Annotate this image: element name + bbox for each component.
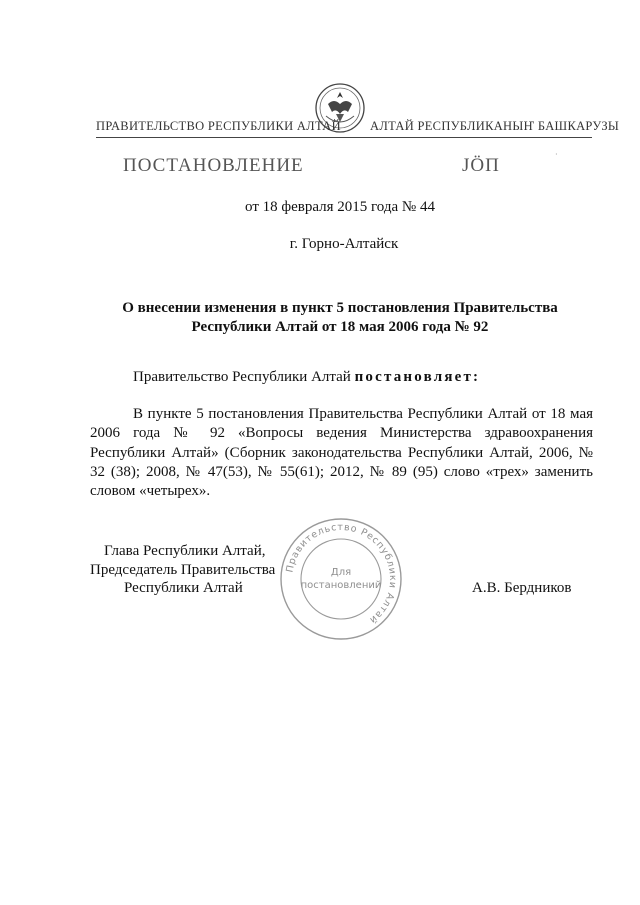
header-government-name-alt: АЛТАЙ РЕСПУБЛИКАНЫҤ БАШКАРУЗЫ	[370, 119, 620, 133]
resolution-intro	[133, 369, 480, 386]
stamp-center-line2: постановлений	[300, 580, 382, 591]
stamp-center-line1: Для	[330, 567, 352, 578]
signer-title-line3: Республики Алтай	[124, 580, 243, 596]
resolution-body: В пункте 5 постановления Правительства Республики Алтай от 18 мая 2006 года № 92 «Вопросы ведения Министерства здравоохранения Республики Алтай» (Сборник законодательства Республики Алтай, 2006, № 32 (38); 2008, № 47(53), № 55(61); 2012, № 89 (95) слово «трех» заменить словом «четырех».	[90, 406, 593, 500]
signer-name: А.В. Бердников	[472, 580, 572, 596]
official-stamp	[277, 515, 405, 643]
intro-verb: постановляет:	[354, 369, 481, 385]
document-date: от 18 февраля 2015 года № 44	[245, 199, 435, 215]
header-divider	[96, 137, 592, 138]
document-type-alt: JӦП	[462, 155, 500, 176]
intro-subject: Правительство Республики Алтай	[133, 369, 351, 385]
stamp-ring-text: Правительство Республики Алтай	[284, 521, 399, 626]
document-title: О внесении изменения в пункт 5 постановления Правительства Республики Алтай от 18 мая 2006 года № 92	[122, 300, 558, 335]
signer-title-line2: Председатель Правительства	[90, 562, 276, 578]
signer-title-line1: Глава Республики Алтай,	[104, 543, 266, 559]
header-government-name-ru: ПРАВИТЕЛЬСТВО РЕСПУБЛИКИ АЛТАЙ	[96, 119, 341, 133]
document-type-ru: ПОСТАНОВЛЕНИЕ	[123, 155, 304, 176]
document-city: г. Горно-Алтайск	[289, 236, 399, 252]
scan-mark: ·	[555, 150, 558, 159]
